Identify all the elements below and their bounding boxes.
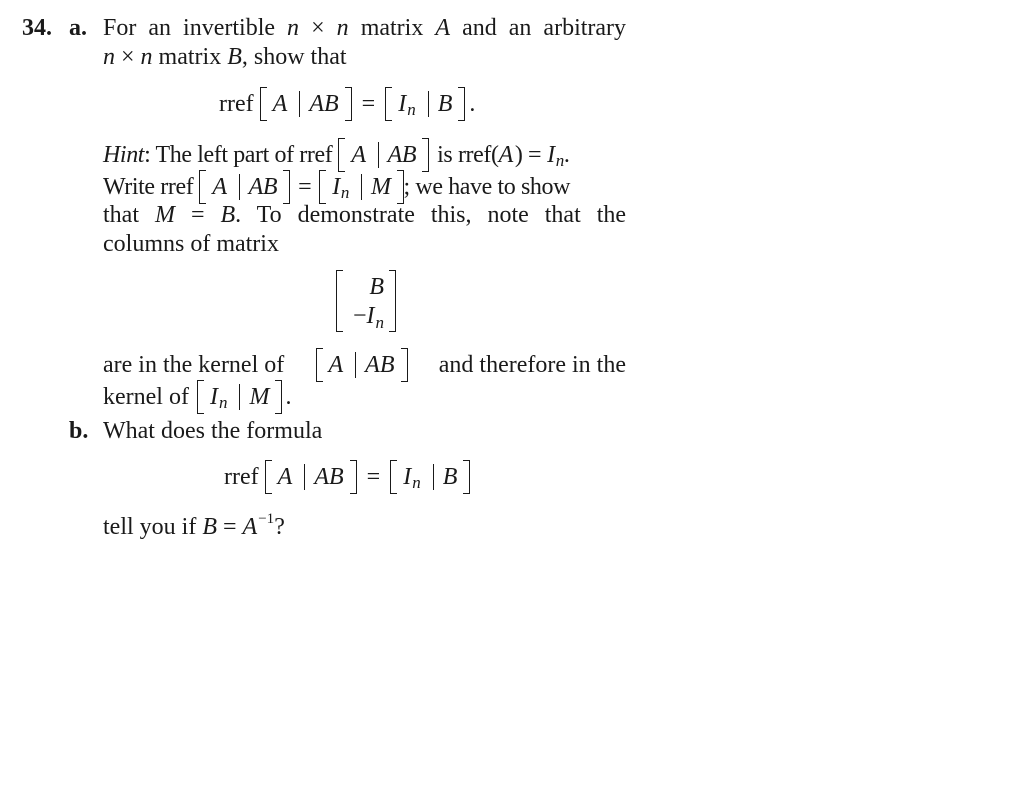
part-a-label: a.: [69, 15, 87, 41]
part-b-line-1: What does the formula: [103, 418, 323, 444]
kernel-line-1: are in the kernel of A AB and therefore in the: [103, 350, 626, 380]
part-b-label: b.: [69, 418, 89, 444]
part-b-line-2: tell you if $B = A^{-1}$?: [103, 511, 285, 540]
equation-1: rref A AB = I n B .: [219, 88, 475, 120]
problem-number: 34.: [22, 15, 52, 41]
hint-line-1: Hint : The left part of rref A AB is rref( A ) = I n .: [103, 140, 626, 170]
part-a-line-2: n × n matrix B, show that: [103, 44, 347, 70]
hint-line-3: that M = B. To demonstrate this, note that the: [103, 202, 627, 228]
part-a-line-1: For an invertible n × n matrix A and an arbitrary: [103, 15, 627, 41]
kernel-line-2: kernel of I n M .: [103, 382, 626, 412]
equation-2: rref A AB = I n B: [224, 461, 470, 493]
hint-line-2: Write rref A AB = I n M ; we have to show: [103, 172, 626, 202]
hint-line-4: columns of matrix: [103, 231, 279, 257]
column-matrix: B $-I_n$: [336, 270, 396, 332]
